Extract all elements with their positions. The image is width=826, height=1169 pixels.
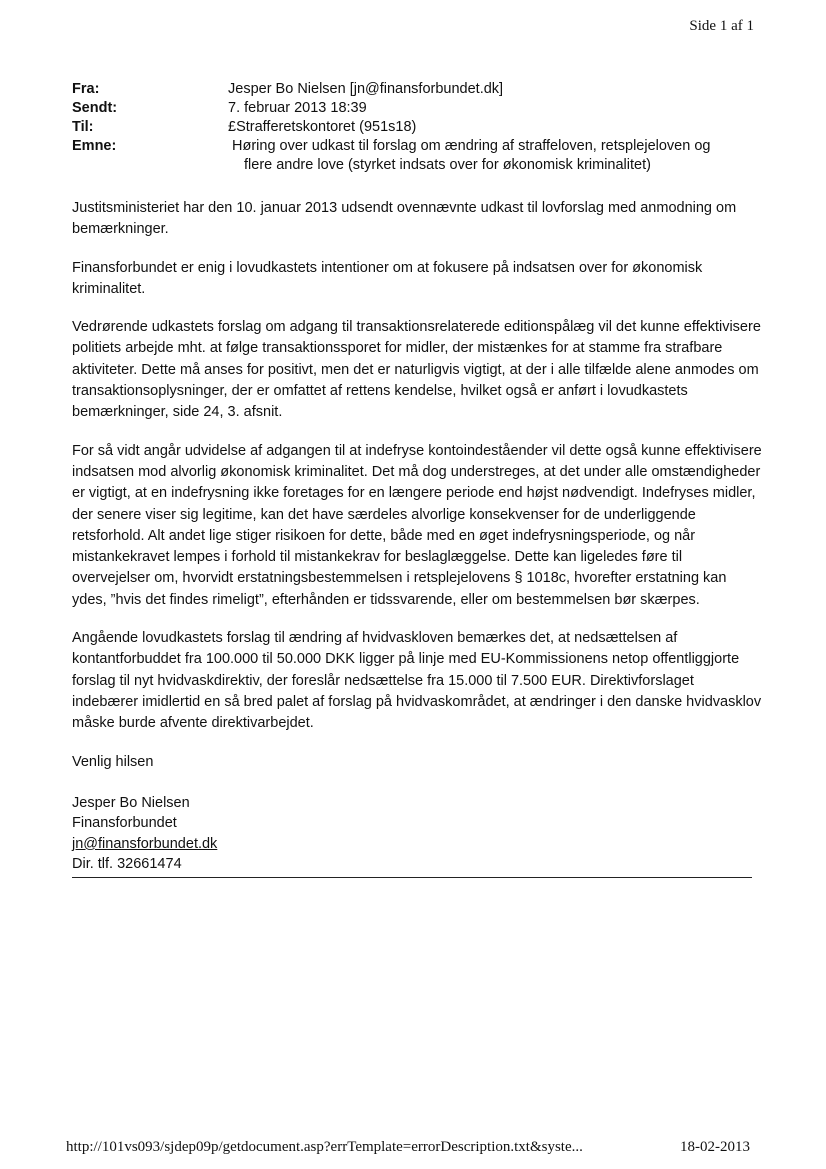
footer-date: 18-02-2013 [680,1139,750,1155]
paragraph: Vedrørende udkastets forslag om adgang til transaktionsrelaterede editionspålæg vil det kunne effektivisere politiets arbejde mht. at følge transaktionssporet for midler, der mistænkes for at stamme fra strafbare aktiviteter. Dette må anses for positivt, men det er naturligvis vigtigt, at der i alle tilfælde alene anmodes om transaktionsoplysninger, der er omfattet af rettens kendelse, hvilket også er anført i lovudkastets bemærkninger, side 24, 3. afsnit. [72,319,761,421]
from-label: Fra: [72,81,100,97]
email-header [72,80,762,175]
signature-phone: Dir. tlf. 32661474 [72,856,182,873]
subject-row [72,137,762,175]
from-value: Jesper Bo Nielsen [jn@finansforbundet.dk] [228,81,504,97]
paragraph: For så vidt angår udvidelse af adgangen til at indefryse kontoindeståender vil dette også kunne effektivisere indsatsen mod alvorlig økonomisk kriminalitet. Det må dog understreges, at det under alle omstændigheder er vigtigt, at en indefrysning ikke foretages for en længere periode end højst nødvendigt. Indefryses midler, der senere viser sig legitime, kan det have særdeles alvorlige konsekvenser for de underliggende retsforhold. Alt andet lige stiger risikoen for dette, både med en øget indefrysningsperiode, og når mistankekravet lempes i forhold til mistankekrav for beslaglæggelse. Dette kan ligeledes føre til overvejelser om, hvorvidt erstatningsbestemmelsen i retsplejelovens § 1018c, hvorefter erstatning kan ydes, ”hvis det findes rimeligt”, efterhånden er tidssvarende, eller om bestemmelsen bør skærpes. [72,442,762,608]
sent-label: Sendt: [72,100,118,116]
sent-row [72,99,762,118]
signature-org: Finansforbundet [72,815,177,832]
signature-name: Jesper Bo Nielsen [72,794,190,811]
signature-divider [72,877,752,878]
closing: Venlig hilsen [72,753,154,770]
footer-url: http://101vs093/sjdep09p/getdocument.asp?errTemplate=errorDescription.txt&syste... [66,1139,583,1155]
subject-line-1: Høring over udkast til forslag om ændring af straffeloven, retsplejeloven og [232,138,711,154]
letter-body [72,198,762,878]
to-label: Til: [72,119,94,135]
page-footer [66,1139,750,1156]
signature-block [72,793,762,878]
paragraph: Finansforbundet er enig i lovudkastets intentioner om at fokusere på indsatsen over for økonomisk kriminalitet. [72,259,703,297]
from-row [72,80,762,99]
page-number-header: Side 1 af 1 [689,18,754,34]
subject-label: Emne: [72,138,117,154]
paragraph: Justitsministeriet har den 10. januar 2013 udsendt ovennævnte udkast til lovforslag med anmodning om bemærkninger. [72,200,737,238]
paragraph: Angående lovudkastets forslag til ændring af hvidvaskloven bemærkes det, at nedsættelsen af kontantforbuddet fra 100.000 til 50.000 DKK ligger på linje med EU-Kommissionens netop offentliggjorte forslag til nyt hvidvaskdirektiv, der foreslår nedsættelse fra 15.000 til 7.500 EUR. Direktivforslaget indebærer imidlertid en så bred palet af forslag på hvidvaskområdet, at ændringer i den danske hvidvasklov måske burde afvente direktivarbejdet. [72,630,762,732]
sent-value: 7. februar 2013 18:39 [228,100,367,116]
subject-line-2: flere andre love (styrket indsats over for økonomisk kriminalitet) [244,157,651,173]
subject-value [228,137,762,175]
to-row [72,118,762,137]
to-value: £Strafferetskontoret (951s18) [228,119,417,135]
signature-email-link[interactable]: jn@finansforbundet.dk [72,835,218,852]
